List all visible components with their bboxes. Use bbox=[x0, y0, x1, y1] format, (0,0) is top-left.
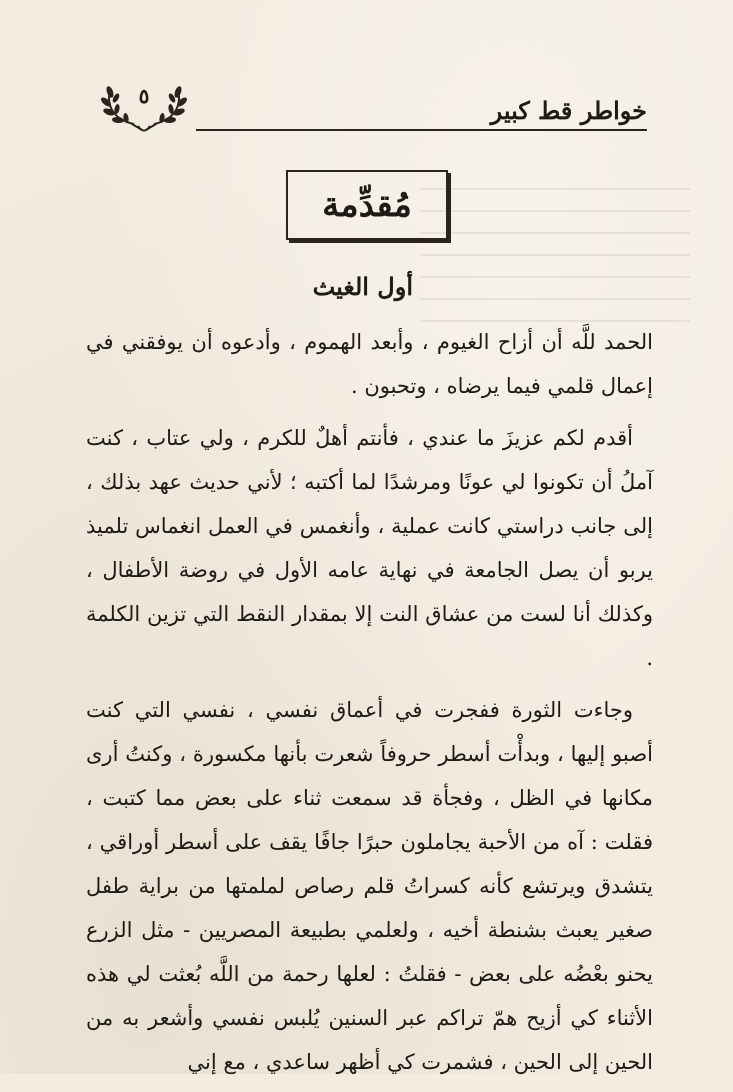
running-header-title: خواطر قط كبير bbox=[490, 96, 647, 125]
paragraph-2: أقدم لكم عزيزَ ما عندي ، فأنتم أهلٌ للكرم ، ولي عتاب ، كنت آملُ أن تكونوا لي عونًا ومرشدًا لما أكتبه ؛ لأني حديث عهد بذلك ، إلى جانب دراستي كانت عملية ، وأنغمس في العمل انغماس تلميذ يربو أن يصل الجامعة في نهاية عامه الأول في روضة الأطفال ، وكذلك أنا لست من عشاق النت إلا بمقدار النقط التي تزين الكلمة . bbox=[86, 426, 653, 670]
section-title-box bbox=[286, 170, 448, 240]
page-number: ٥ bbox=[138, 84, 150, 108]
paragraph-1: الحمد للَّه أن أزاح الغيوم ، وأبعد الهموم ، وأدعوه أن يوفقني في إعمال قلمي فيما يرضاه ، وتحبون . bbox=[86, 330, 653, 398]
section-title: مُقدِّمة bbox=[322, 185, 412, 225]
body-text bbox=[86, 320, 653, 1092]
header-rule bbox=[196, 129, 647, 131]
section-subtitle: أول الغيث bbox=[312, 272, 413, 301]
paragraph-3: وجاءت الثورة ففجرت في أعماق نفسي ، نفسي التي كنت أصبو إليها ، وبدأْت أسطر حروفاً شعرت بأنها مكسورة ، وكنتُ أرى مكانها في الظل ، وفجأة قد سمعت ثناء على بعض مما كتبت ، فقلت : آه من الأحبة يجاملون حبرًا جافًا يقف على أسطر أوراقي ، يتشدق ويرتشع كأنه كسراتُ قلم رصاص لملمتها من براية طفل صغير يعبث بشنطة أخيه ، ولعلمي بطبيعة المصريين - مثل الزرع يحنو بعْضُه على بعض - فقلتُ : لعلها رحمة من اللَّه بُعثت لي هذه الأثناء كي أزيح همّ تراكم عبر السنين يُلبس نفسي وأشعر به من الحين إلى الحين ، فشمرت كي أظهر ساعدي ، مع إني bbox=[86, 698, 653, 1074]
